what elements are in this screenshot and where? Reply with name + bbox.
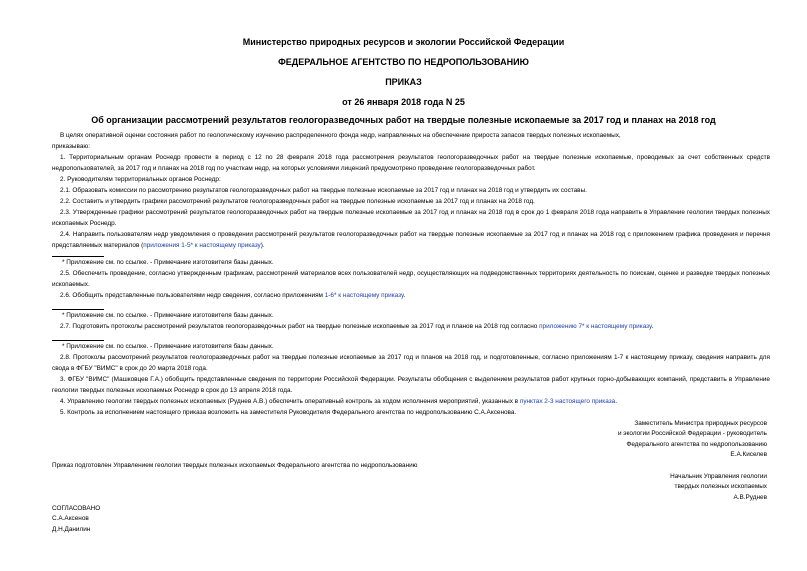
footnote-rule-3 [52,340,104,341]
signature1-line3: Федерального агентства по недропользованию [626,440,767,448]
ministry-name: Министерство природных ресурсов и экологии Российской Федерации [242,37,565,47]
paragraph-1: 1. Территориальным органам Роснедр провести в период с 12 по 28 февраля 2018 года рассмотрения результатов геологоразведочных работ на твердые полезные ископаемые, проводимых за счет собственных средств недропользователей, за 2017 год и планах на 2018 год по участкам недр, на которых условиями лицензий предусмотрено проведение геологоразведочных работ. [52,154,770,172]
intro-paragraph: В целях оперативной оценки состояния работ по геологическому изучению распределенного фонда недр, направленных на обеспечение прироста запасов твердых полезных ископаемых, [60,132,621,139]
order-word: приказываю: [52,143,90,150]
prepared-by-note: Приказ подготовлен Управлением геологии твердых полезных ископаемых Федерального агентства по недропользованию [52,462,418,469]
footnote-3: * Приложение см. по ссылке. - Примечание изготовителя базы данных. [62,343,274,350]
agency-name: ФЕДЕРАЛЬНОЕ АГЕНТСТВО ПО НЕДРОПОЛЬЗОВАНИЮ [278,57,529,67]
paragraph-3: 3. ФГБУ "ВИМС" (Машковцев Г.А.) обобщить представленные сведения по территории Российской Федерации. Результаты обобщения с выделением результатов работ крупных горно-добывающих компаний, представить в Управление геологии твердых полезных ископаемых Роснедр в срок до 13 апреля 2018 года. [52,376,770,394]
paragraph-2-2: 2.2. Составить и утвердить графики рассмотрений результатов геологоразведочных работ на твердые полезные ископаемые за 2017 год и планах на 2018 год. [60,198,535,205]
paragraph-4-end: . [615,398,617,405]
paragraph-2-6-text: 2.6. Обобщить представленные пользователями недр сведения, согласно приложениям [60,292,325,299]
appendix-1-6-link[interactable]: 1-6* к настоящему приказу [324,292,404,299]
paragraph-2-6 [52,291,770,302]
signature1-name: Е.А.Киселев [730,450,767,458]
paragraph-2-6-end: . [403,292,406,299]
signature-deputy-minister [618,419,767,460]
paragraph-5: 5. Контроль за исполнением настоящего приказа возложить на заместителя Руководителя Федерального агентства по недропользованию С.А.Аксенова. [60,409,517,416]
agreed-label: СОГЛАСОВАНО [52,505,101,512]
agreed-block [52,504,100,535]
paragraph-2-1: 2.1. Образовать комиссии по рассмотрению результатов геологоразведочных работ на твердые полезные ископаемые за 2017 год и планах на 2018 год и утвердить их составы. [60,187,587,194]
signature1-line1: Заместитель Министра природных ресурсов [634,420,767,427]
agreed-name-1: С.А.Аксенов [52,515,89,523]
footnote-rule-2 [52,309,104,310]
paragraph-2-5: 2.5. Обеспечить проведение, согласно утвержденным графикам, рассмотрений материалов всех пользователей недр, осуществляющих на подведомственных территориях деятельность по поискам, оценке и разведке твердых полезных ископаемых. [52,270,770,288]
document-title: Об организации рассмотрений результатов геологоразведочных работ на твердые полезные ископаемые за 2017 год и планах на 2018 год [91,115,716,125]
agreed-name-2: Д.Н.Данилин [52,525,91,533]
paragraph-2-4-text: 2.4. Направить пользователям недр уведомления о проведении рассмотрений результатов геологоразведочных работ на твердые полезные ископаемые за 2017 год и планах на 2018 год с приложением графика проведения и перечня представляемых материалов ( [52,231,770,249]
signature2-line1: Начальник Управления геологии [670,473,767,480]
document-type: ПРИКАЗ [385,77,422,87]
paragraph-2-3: 2.3. Утвержденные графики рассмотрений результатов геологоразведочных работ на твердые полезные ископаемые за 2017 год и планах на 2018 год в срок до 1 февраля 2018 года направить в Управление геологии твердых полезных ископаемых Роснедр. [52,209,770,227]
paragraph-2: 2. Руководителям территориальных органов Роснедр: [60,176,221,183]
signature1-line2: и экологии Российской Федерации - руководитель [617,430,767,438]
appendix-1-5-link[interactable]: приложения 1-5* к настоящему приказу [143,241,261,249]
paragraph-2-4-end: ). [260,241,265,249]
signature2-name: А.В.Руднев [733,493,767,501]
appendix-7-link[interactable]: приложению 7* к настоящему приказу [539,323,652,330]
footnote-1: * Приложение см. по ссылке. - Примечание изготовителя базы данных. [62,259,274,266]
footnote-2: * Приложение см. по ссылке. - Примечание изготовителя базы данных. [62,312,274,319]
paragraph-2-7 [52,322,770,333]
footnote-rule-1 [52,256,104,257]
paragraph-4-text: 4. Управлению геологии твердых полезных ископаемых (Руднев А.В.) обеспечить оперативный контроль за ходом исполнения мероприятий, указанных в [60,398,520,405]
signature2-line2: твердых полезных ископаемых [674,483,767,491]
paragraph-4 [52,397,770,408]
paragraph-2-8: 2.8. Протоколы рассмотрений результатов геологоразведочных работ на твердые полезные ископаемые за 2017 год и планов на 2018 год, и подготовленные, согласно приложениям 1-7 к настоящему приказу, сведения направить для свода в ФГБУ "ВИМС" в срок до 20 марта 2018 года. [52,354,770,372]
paragraph-2-4 [52,230,770,251]
paragraph-2-7-text: 2.7. Подготовить протоколы рассмотрений результатов геологоразведочных работ на твердые полезные ископаемые за 2017 год и планов на 2018 год согласно [60,323,540,330]
items-2-3-link[interactable]: пунктах 2-3 настоящего приказа [519,398,616,405]
document-date-number: от 26 января 2018 года N 25 [342,97,465,107]
signature-head-of-department [670,472,767,503]
paragraph-2-7-end: . [651,323,654,330]
